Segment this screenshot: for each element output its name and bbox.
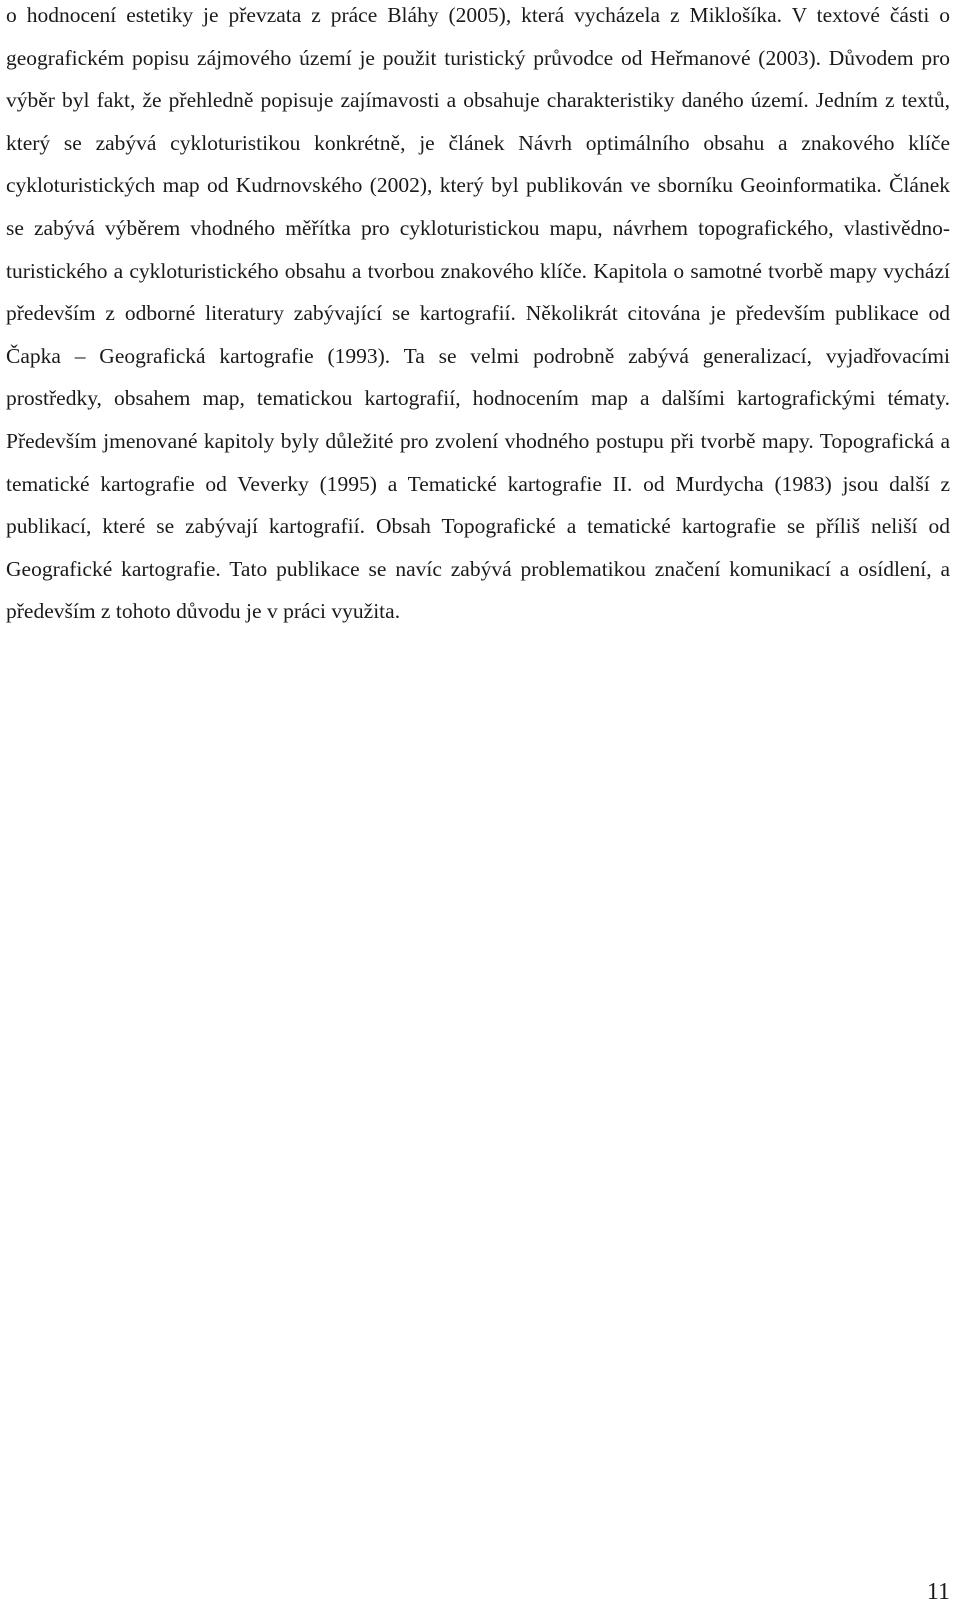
body-paragraph: o hodnocení estetiky je převzata z práce Bláhy (2005), která vycházela z Miklošíka. V textové části o geografickém popisu zájmového území je použit turistický průvodce od Heřmanové (2003). Důvodem pro výběr byl fakt, že přehledně popisuje zajímavosti a obsahuje charakteristiky daného území. Jedním z textů, který se zabývá cykloturistikou konkrétně, je článek Návrh optimálního obsahu a znakového klíče cykloturistických map od Kudrnovského (2002), který byl publikován ve sborníku Geoinformatika. Článek se zabývá výběrem vhodného měřítka pro cykloturistickou mapu, návrhem topografického, vlastivědno-turistického a cykloturistického obsahu a tvorbou znakového klíče. Kapitola o samotné tvorbě mapy vychází především z odborné literatury zabývající se kartografií. Několikrát citována je především publikace od Čapka – Geografická kartografie (1993). Ta se velmi podrobně zabývá generalizací, vyjadřovacími prostředky, obsahem map, tematickou kartografií, hodnocením map a dalšími kartografickými tématy. Především jmenované kapitoly byly důležité pro zvolení vhodného postupu při tvorbě mapy. Topografická a tematické kartografie od Veverky (1995) a Tematické kartografie II. od Murdycha (1983) jsou další z publikací, které se zabývají kartografií. Obsah Topografické a tematické kartografie se příliš neliší od Geografické kartografie. Tato publikace se navíc zabývá problematikou značení komunikací a osídlení, a především z tohoto důvodu je v práci využita. xyxy=(6,3,950,624)
page-number: 11 xyxy=(926,1579,950,1605)
document-body xyxy=(6,0,950,633)
